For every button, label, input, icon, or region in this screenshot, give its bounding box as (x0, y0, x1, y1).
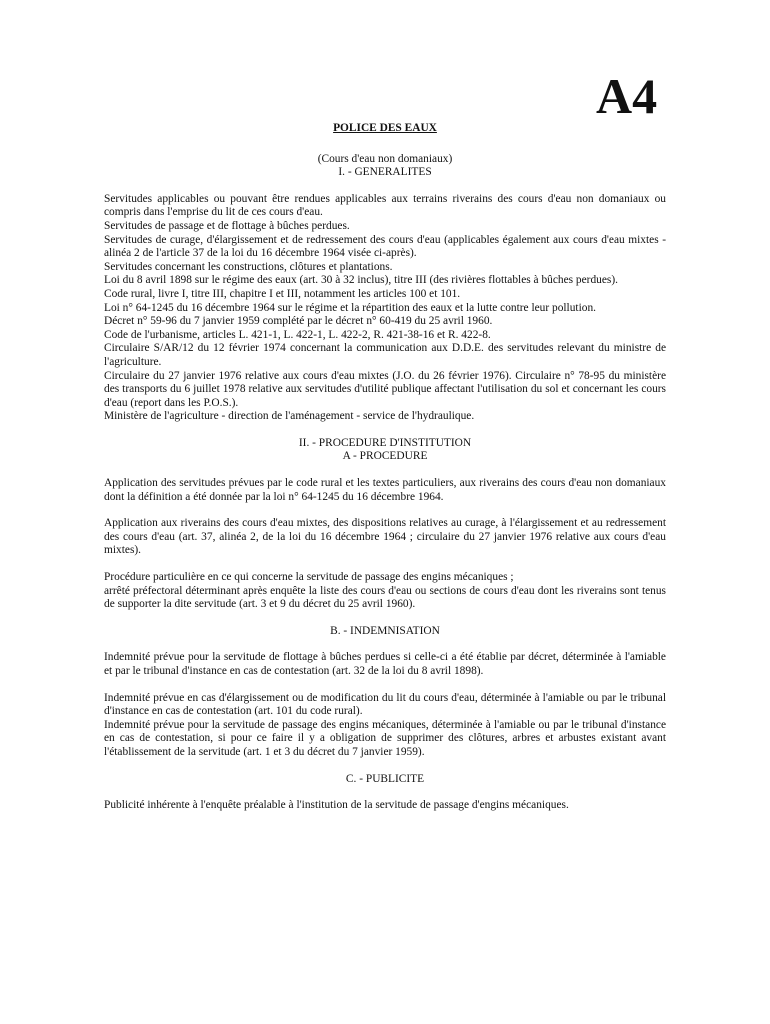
generalites-paragraph: Loi n° 64-1245 du 16 décembre 1964 sur le régime et la répartition des eaux et la lutte contre leur pollution. (104, 301, 596, 314)
subsection-heading-indemnisation: B. - INDEMNISATION (330, 624, 440, 637)
document-title: POLICE DES EAUX (333, 122, 437, 134)
indemnisation-paragraph: Indemnité prévue pour la servitude de flottage à bûches perdues si celle-ci a été établie par décret, déterminée à l'amiable et par le tribunal d'instance en cas de contestation (art. 32 de la loi du 8 avril 1898). (104, 651, 666, 677)
generalites-paragraph: Loi du 8 avril 1898 sur le régime des eaux (art. 30 à 32 inclus), titre III (des rivières flottables à bûches perdues). (104, 274, 618, 287)
document-subtitle: (Cours d'eau non domaniaux) (317, 152, 453, 165)
generalites-paragraph: Code de l'urbanisme, articles L. 421-1, L. 422-1, L. 422-2, R. 421-38-16 et R. 422-8. (104, 328, 491, 341)
section-heading-procedure-institution: II. - PROCEDURE D'INSTITUTION (298, 436, 472, 449)
generalites-list (104, 193, 666, 424)
generalites-paragraph: Circulaire du 27 janvier 1976 relative aux cours d'eau mixtes (J.O. du 26 février 1976). Circulaire n° 78-95 du ministère des transports du 6 juillet 1978 relative aux servitudes d'utilité publique affectant l'utilisation du sol et concernant les cours d'eau (report dans les P.O.S.). (104, 369, 666, 409)
document-code: A4 (596, 68, 658, 124)
procedure-paragraph: Application des servitudes prévues par le code rural et les textes particuliers, aux riverains des cours d'eau non domaniaux dont la définition a été donnée par la loi n° 64-1245 du 16 décembre 1964. (104, 477, 666, 503)
generalites-paragraph: Décret n° 59-96 du 7 janvier 1959 complété par le décret n° 60-419 du 25 avril 1960. (104, 315, 493, 328)
procedure-paragraph: Application aux riverains des cours d'eau mixtes, des dispositions relatives au curage, à l'élargissement et au redressement des cours d'eau (art. 37, alinéa 2, de la loi du 16 décembre 1964 ; circulaire du 27 janvier 1976 relative aux cours d'eau mixtes). (104, 517, 666, 557)
section-heading-generalites: I. - GENERALITES (338, 166, 432, 179)
generalites-paragraph: Servitudes concernant les constructions, clôtures et plantations. (104, 260, 393, 273)
subsection-heading-procedure: A - PROCEDURE (342, 450, 428, 463)
procedure-paragraph: Procédure particulière en ce qui concerne la servitude de passage des engins mécaniques ; (104, 571, 514, 584)
generalites-paragraph: Servitudes applicables ou pouvant être rendues applicables aux terrains riverains des cours d'eau non domaniaux ou compris dans l'emprise du lit de ces cours d'eau. (104, 192, 666, 219)
publicite-paragraph: Publicité inhérente à l'enquête préalable à l'institution de la servitude de passage d'engins mécaniques. (104, 799, 569, 812)
document-body (104, 122, 666, 813)
indemnisation-paragraph: Indemnité prévue pour la servitude de passage des engins mécaniques, déterminée à l'amiable ou par le tribunal d'instance en cas de contestation, si pour ce faire il y a obligation de supprimer des clôtures, arbres et arbustes existant avant l'établissement de la servitude (art. 1 et 3 du décret du 7 janvier 1959). (104, 718, 666, 758)
generalites-paragraph: Servitudes de curage, d'élargissement et de redressement des cours d'eau (applicables également aux cours d'eau mixtes - alinéa 2 de l'article 37 de la loi du 16 décembre 1964 visée ci-après). (104, 233, 666, 260)
generalites-paragraph: Circulaire S/AR/12 du 12 février 1974 concernant la communication aux D.D.E. des servitudes relevant du ministre de l'agriculture. (104, 342, 666, 368)
indemnisation-paragraph: Indemnité prévue en cas d'élargissement ou de modification du lit du cours d'eau, déterminée à l'amiable ou par le tribunal d'instance en cas de contestation (art. 101 du code rural). (104, 691, 666, 718)
generalites-paragraph: Ministère de l'agriculture - direction de l'aménagement - service de l'hydraulique. (104, 410, 475, 423)
generalites-paragraph: Code rural, livre I, titre III, chapitre I et III, notamment les articles 100 et 101. (104, 287, 461, 300)
generalites-paragraph: Servitudes de passage et de flottage à bûches perdues. (104, 219, 350, 232)
subsection-heading-publicite: C. - PUBLICITE (345, 772, 425, 785)
procedure-paragraph: arrêté préfectoral déterminant après enquête la liste des cours d'eau ou sections de cours d'eau dont les riverains sont tenus de supporter la dite servitude (art. 3 et 9 du décret du 25 avril 1960). (104, 584, 666, 611)
